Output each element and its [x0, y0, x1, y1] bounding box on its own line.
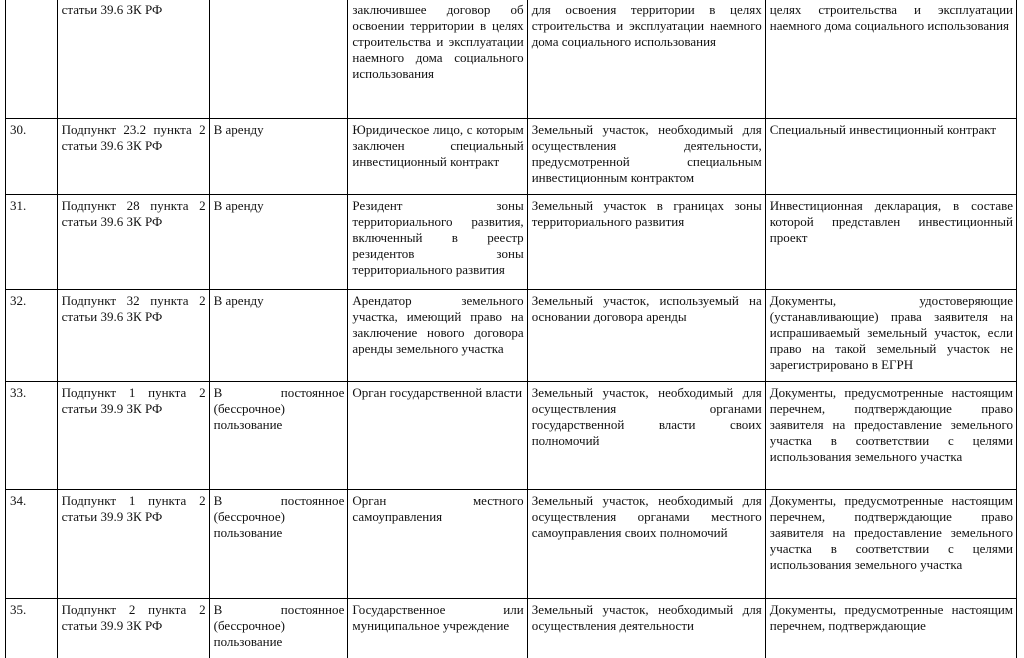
table-row: [6, 0, 1017, 119]
row-number: [6, 0, 58, 119]
table-row: [6, 195, 1017, 290]
documents-cell: Инвестиционная декларация, в составе которой представлен инвестиционный проект: [765, 195, 1016, 290]
legal-basis-cell: Подпункт 28 пункта 2 статьи 39.6 ЗК РФ: [57, 195, 209, 290]
row-number: 31.: [6, 195, 58, 290]
applicant-cell: Резидент зоны территориального развития, включенный в реестр резидентов зоны территориального развития: [348, 195, 527, 290]
right-type-cell: В аренду: [209, 119, 348, 195]
legal-basis-cell: Подпункт 2 пункта 2 статьи 39.9 ЗК РФ: [57, 599, 209, 658]
land-plot-cell: Земельный участок, необходимый для осуществления деятельности: [527, 599, 765, 658]
row-number: 33.: [6, 382, 58, 490]
right-type-cell: В постоянное (бессрочное) пользование: [209, 490, 348, 599]
legal-basis-cell: Подпункт 32 пункта 2 статьи 39.6 ЗК РФ: [57, 290, 209, 382]
applicant-cell: Орган государственной власти: [348, 382, 527, 490]
land-plot-cell: Земельный участок, используемый на основании договора аренды: [527, 290, 765, 382]
documents-cell: Документы, предусмотренные настоящим перечнем, подтверждающие: [765, 599, 1016, 658]
legal-basis-cell: Подпункт 1 пункта 2 статьи 39.9 ЗК РФ: [57, 490, 209, 599]
applicant-cell: Юридическое лицо, с которым заключен специальный инвестиционный контракт: [348, 119, 527, 195]
documents-cell: Документы, предусмотренные настоящим перечнем, подтверждающие право заявителя на предоставление земельного участка в соответствии с целями использования земельного участка: [765, 490, 1016, 599]
table-row: [6, 490, 1017, 599]
land-plot-cell: для освоения территории в целях строительства и эксплуатации наемного дома социального использования: [527, 0, 765, 119]
table-row: [6, 599, 1017, 658]
documents-cell: Документы, предусмотренные настоящим перечнем, подтверждающие право заявителя на предоставление земельного участка в соответствии с целями использования земельного участка: [765, 382, 1016, 490]
row-number: 34.: [6, 490, 58, 599]
applicant-cell: Государственное или муниципальное учреждение: [348, 599, 527, 658]
table-row: [6, 290, 1017, 382]
applicant-cell: Арендатор земельного участка, имеющий право на заключение нового договора аренды земельного участка: [348, 290, 527, 382]
documents-cell: Документы, удостоверяющие (устанавливающие) права заявителя на испрашиваемый земельный участок, если право на такой земельный участок не зарегистрировано в ЕГРН: [765, 290, 1016, 382]
applicant-cell: заключившее договор об освоении территории в целях строительства и эксплуатации наемного дома социального использования: [348, 0, 527, 119]
documents-cell: целях строительства и эксплуатации наемного дома социального использования: [765, 0, 1016, 119]
table-row: [6, 119, 1017, 195]
row-number: 30.: [6, 119, 58, 195]
row-number: 35.: [6, 599, 58, 658]
documents-cell: Специальный инвестиционный контракт: [765, 119, 1016, 195]
table-row: [6, 382, 1017, 490]
legal-basis-cell: статьи 39.6 ЗК РФ: [57, 0, 209, 119]
right-type-cell: В аренду: [209, 195, 348, 290]
right-type-cell: В постоянное (бессрочное) пользование: [209, 599, 348, 658]
applicant-cell: Орган местного самоуправления: [348, 490, 527, 599]
right-type-cell: [209, 0, 348, 119]
land-plot-cell: Земельный участок, необходимый для осуществления органами местного самоуправления своих полномочий: [527, 490, 765, 599]
legal-basis-cell: Подпункт 1 пункта 2 статьи 39.9 ЗК РФ: [57, 382, 209, 490]
row-number: 32.: [6, 290, 58, 382]
land-grant-table: [5, 0, 1017, 658]
legal-basis-cell: Подпункт 23.2 пункта 2 статьи 39.6 ЗК РФ: [57, 119, 209, 195]
right-type-cell: В постоянное (бессрочное) пользование: [209, 382, 348, 490]
land-plot-cell: Земельный участок, необходимый для осуществления органами государственной власти своих полномочий: [527, 382, 765, 490]
land-plot-cell: Земельный участок, необходимый для осуществления деятельности, предусмотренной специальным инвестиционным контрактом: [527, 119, 765, 195]
right-type-cell: В аренду: [209, 290, 348, 382]
land-plot-cell: Земельный участок в границах зоны территориального развития: [527, 195, 765, 290]
